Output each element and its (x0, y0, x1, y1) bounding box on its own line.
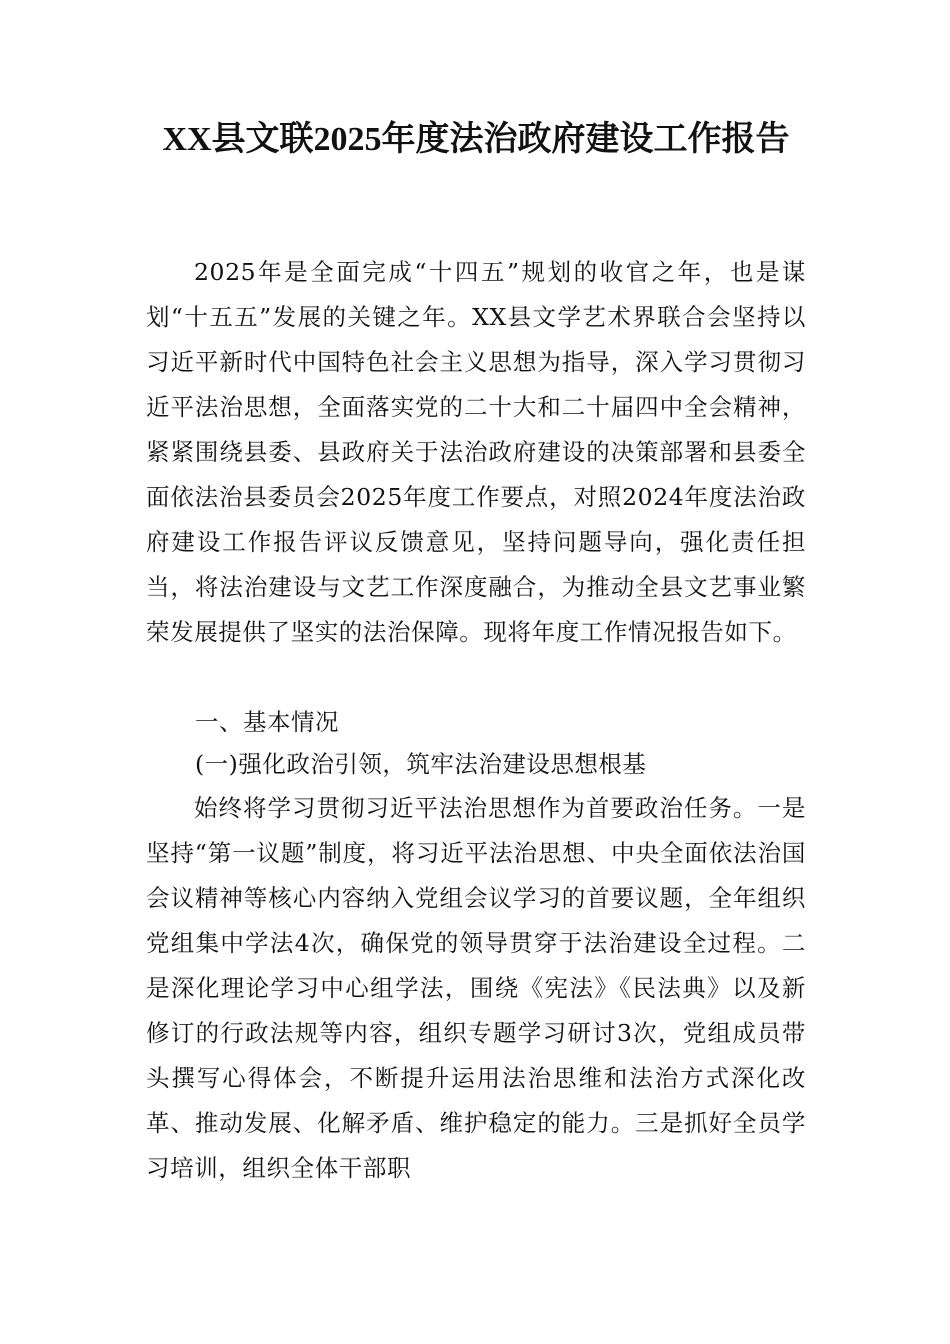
body-paragraph: 始终将学习贯彻习近平法治思想作为首要政治任务。一是坚持“第一议题”制度，将习近平法治思想、中央全面依法治国会议精神等核心内容纳入党组会议学习的首要议题，全年组织党组集中学法4次，确保党的领导贯穿于法治建设全过程。二是深化理论学习中心组学法，围绕《宪法》《民法典》以及新修订的行政法规等内容，组织专题学习研讨3次，党组成员带头撰写心得体会，不断提升运用法治思维和法治方式深化改革、推动发展、化解矛盾、维护稳定的能力。三是抓好全员学习培训，组织全体干部职 (146, 794, 806, 1182)
subsection-heading: (一)强化政治引领，筑牢法治建设思想根基 (195, 750, 647, 778)
document-title: XX县文联2025年度法治政府建设工作报告 (162, 121, 790, 158)
intro-paragraph: 2025年是全面完成“十四五”规划的收官之年，也是谋划“十五五”发展的关键之年。XX县文学艺术界联合会坚持以习近平新时代中国特色社会主义思想为指导，深入学习贯彻习近平法治思想，全面落实党的二十大和二十届四中全会精神，紧紧围绕县委、县政府关于法治政府建设的决策部署和县委全面依法治县委员会2025年度工作要点，对照2024年度法治政府建设工作报告评议反馈意见，坚持问题导向，强化责任担当，将法治建设与文艺工作深度融合，为推动全县文艺事业繁荣发展提供了坚实的法治保障。现将年度工作情况报告如下。 (146, 258, 806, 646)
section-heading: 一、基本情况 (195, 708, 339, 736)
